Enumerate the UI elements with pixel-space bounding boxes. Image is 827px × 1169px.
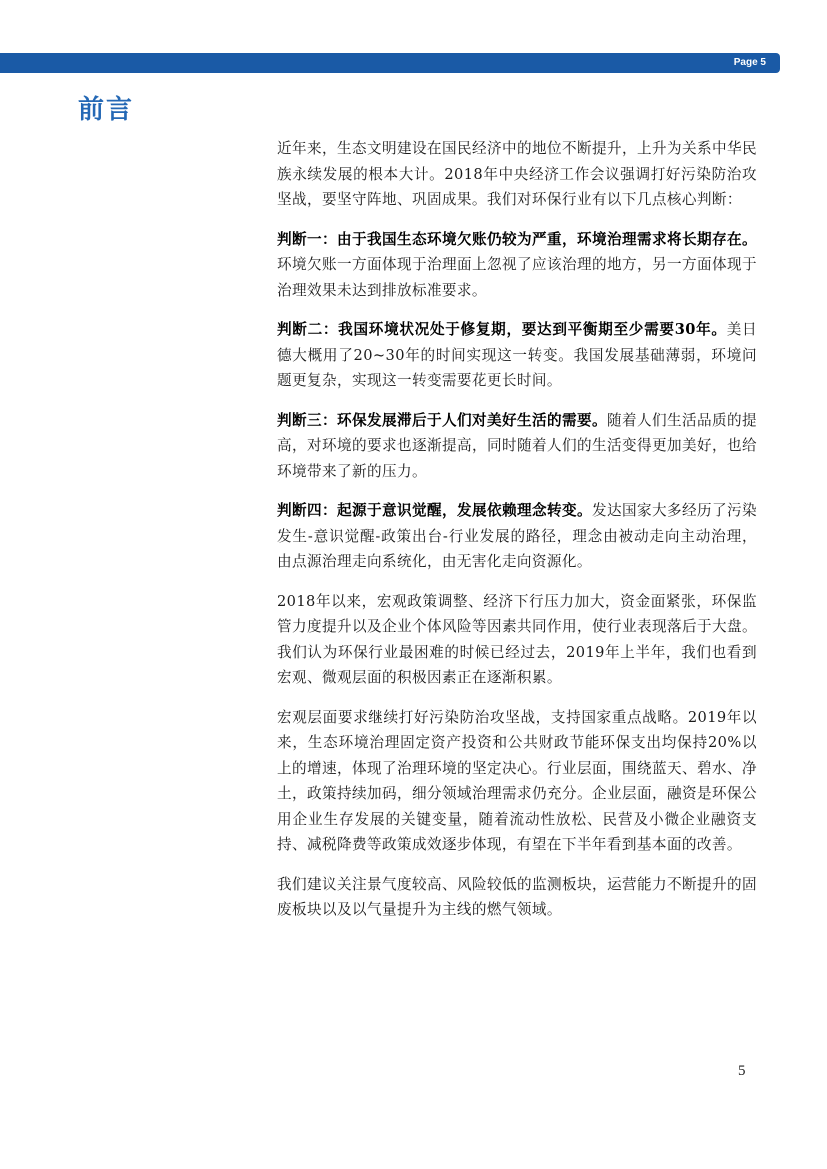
paragraph-recommendation [277, 872, 757, 923]
paragraph-text: 环境欠账一方面体现于治理面上忽视了应该治理的地方，另一方面体现于治理效果未达到排放标准要求。 [277, 256, 757, 299]
paragraph-intro [277, 136, 757, 213]
paragraph-lead: 判断二：我国环境状况处于修复期，要达到平衡期至少需要30年。 [277, 321, 727, 338]
paragraph-lead: 判断四：起源于意识觉醒，发展依赖理念转变。 [277, 502, 592, 519]
paragraph-lead: 判断一：由于我国生态环境欠账仍较为严重，环境治理需求将长期存在。 [277, 230, 757, 248]
paragraph-judgment-3 [277, 408, 757, 485]
paragraph-text: 2018年以来，宏观政策调整、经济下行压力加大，资金面紧张，环保监管力度提升以及企业个体风险等因素共同作用，使行业表现落后于大盘。我们认为环保行业最困难的时候已经过去，2019年上半年，我们也看到宏观、微观层面的积极因素正在逐渐积累。 [277, 592, 757, 686]
header-band [0, 53, 780, 73]
paragraph-macro [277, 705, 757, 858]
page-label: Page 5 [733, 57, 766, 68]
paragraph-market [277, 589, 757, 691]
paragraph-text: 近年来，生态文明建设在国民经济中的地位不断提升，上升为关系中华民族永续发展的根本大计。2018年中央经济工作会议强调打好污染防治攻坚战，要坚守阵地、巩固成果。我们对环保行业有以下几点核心判断： [277, 140, 757, 208]
paragraph-judgment-4 [277, 498, 757, 575]
page-number: 5 [738, 1063, 746, 1079]
paragraph-judgment-2 [277, 317, 757, 394]
paragraph-text: 发达国家大多经历了污染发生-意识觉醒-政策出台-行业发展的路径，理念由被动走向主动治理，由点源治理走向系统化，由无害化走向资源化。 [277, 502, 757, 570]
paragraph-text: 美日德大概用了20~30年的时间实现这一转变。我国发展基础薄弱，环境问题更复杂，实现这一转变需要花更长时间。 [277, 321, 757, 389]
section-title: 前言 [78, 95, 135, 125]
paragraph-lead: 判断三：环保发展滞后于人们对美好生活的需要。 [277, 411, 607, 429]
paragraph-text: 随着人们生活品质的提高，对环境的要求也逐渐提高，同时随着人们的生活变得更加美好，也给环境带来了新的压力。 [277, 411, 757, 480]
body-text [277, 136, 757, 937]
paragraph-text: 宏观层面要求继续打好污染防治攻坚战，支持国家重点战略。2019年以来，生态环境治理固定资产投资和公共财政节能环保支出均保持20%以上的增速，体现了治理环境的坚定决心。行业层面，围绕蓝天、碧水、净土，政策持续加码，细分领域治理需求仍充分。企业层面，融资是环保公用企业生存发展的关键变量，随着流动性放松、民营及小微企业融资支持、减税降费等政策成效逐步体现，有望在下半年看到基本面的改善。 [277, 708, 757, 853]
paragraph-text: 我们建议关注景气度较高、风险较低的监测板块，运营能力不断提升的固废板块以及以气量提升为主线的燃气领域。 [277, 875, 757, 918]
paragraph-judgment-1 [277, 227, 757, 304]
